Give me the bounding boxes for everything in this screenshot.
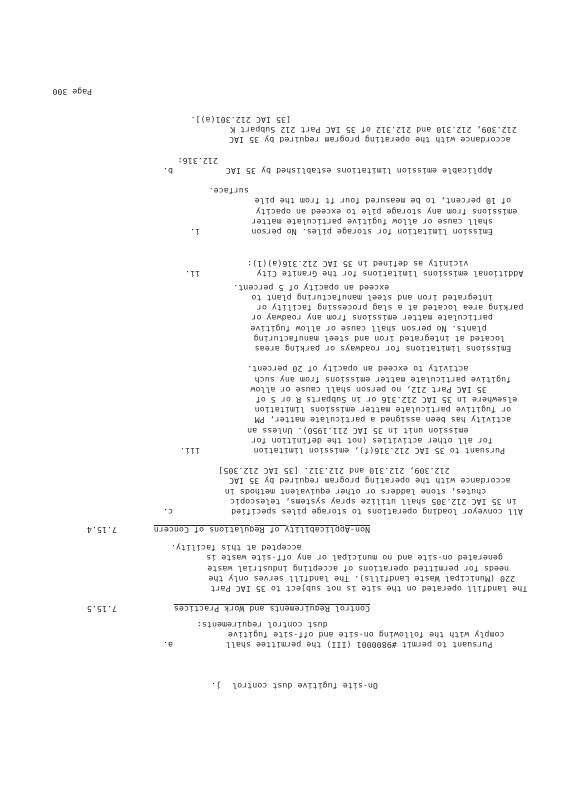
text-line: All conveyor loading operations to storage piles specified: [231, 507, 523, 517]
text-line: 220 (Municipal Waste Landfills). The landfill serves only the: [208, 573, 516, 584]
text-line: generated on-site and no municipal or any off-site waste is: [206, 553, 503, 564]
text-line: of 10 percent, to be measured four ft from the pile: [254, 196, 512, 207]
item-marker: iii.: [179, 446, 200, 456]
item-marker: ii.: [184, 269, 200, 279]
text-line: accepted at this facility.: [170, 543, 302, 554]
text-line: The landfill operated on the site is not subject to 35 IAC Part: [210, 584, 528, 594]
text-line: On-site fugitive dust control: [232, 681, 378, 691]
section-heading: Non-Applicability of Regulations of Concern: [153, 525, 370, 535]
item-marker: j.: [210, 681, 221, 691]
text-line: fugitive particulate matter emissions from any such: [254, 374, 512, 385]
text-line: comply with the following on-site and off-site fugitive: [227, 629, 505, 640]
text-line: chutes, stone ladders or other equivalent methods in: [224, 486, 487, 497]
text-line: emission unit in 35 IAC 211.1950). Unless an: [247, 425, 469, 436]
item-marker: 7.15.4: [86, 525, 117, 535]
text-line: exceed an opacity of 5 percent.: [233, 282, 390, 293]
text-line: parking area located at a slag processing facility or: [256, 303, 524, 314]
item-marker: b.: [162, 166, 173, 176]
text-line: vicinity as defined in 35 IAC 212.316(a)(1):: [247, 258, 469, 269]
text-line: Emission limitation for storage piles. No person: [251, 227, 493, 237]
text-line: dust control requirements:: [196, 619, 328, 630]
text-line: Emissions limitations for roadways or parking areas: [254, 344, 512, 354]
text-line: located at integrated iron and steel manufacturing: [253, 333, 505, 344]
section-heading: Control Requirements and Work Practices: [173, 604, 370, 614]
text-line: shall cause or allow fugitive particulate matter: [251, 216, 493, 227]
item-marker: i.: [189, 227, 200, 237]
page-number: Page 300: [52, 87, 92, 97]
text-line: for all other activities (not the definition for: [251, 435, 493, 446]
text-line: activity has been assigned a particulate matter, PM: [254, 415, 512, 426]
text-line: surface.: [208, 186, 249, 197]
text-line: [35 IAC 212.301(a)].: [190, 114, 291, 125]
text-line: 212.316:: [177, 155, 218, 166]
text-line: accordance with the operating program required by 35 IAC: [228, 476, 511, 487]
text-line: Additional emissions limitations for the Granite City: [256, 269, 524, 279]
text-line: plants. No person shall cause or allow fugitive: [250, 323, 487, 334]
text-line: 212.309, 212.310 and 212.312. [35 IAC 212.305]: [218, 466, 450, 477]
text-line: or fugitive particulate matter emissions limitation: [254, 405, 512, 416]
text-line: 212.309, 212.310 and 212.312 of 35 IAC Part 212 Subpart K: [230, 124, 517, 135]
text-line: elsewhere in 35 IAC 212.316 or in Subparts R or S of: [255, 395, 518, 405]
text-line: needs for permitted operations of accepting industrial waste: [207, 563, 509, 574]
text-line: accordance with the operating program required by 35 IAC: [228, 135, 511, 145]
text-line: integrated iron and steel manufacturing plant to: [251, 293, 493, 303]
text-line: Applicable emission limitations established by 35 IAC: [225, 166, 493, 176]
text-line: in 35 IAC 212.305 shall utilize spray systems, telescopic: [230, 496, 517, 507]
item-marker: 7.15.5: [86, 604, 117, 614]
item-marker: a.: [162, 640, 173, 650]
text-line: particulate matter emissions from any roadway or: [251, 313, 493, 324]
text-line: Pursuant to permit #9800001 (III) the permittee shall: [225, 640, 493, 650]
text-line: emissions from any storage pile to exceed an opacity: [255, 206, 518, 217]
text-line: 35 IAC Part 212, no person shall cause or allow: [250, 384, 487, 395]
text-line: activity to exceed an opacity of 20 percent.: [247, 364, 469, 375]
item-marker: c.: [162, 507, 173, 517]
text-line: Pursuant to 35 IAC 212.316(f), emission limitation: [253, 446, 505, 456]
